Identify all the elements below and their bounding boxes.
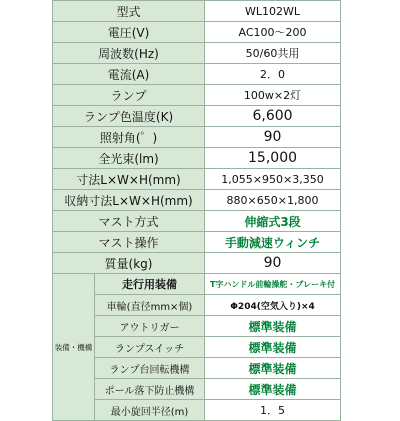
table-row [53,43,341,64]
row-value-lamp-switch: 標準装備 [205,337,341,358]
row-label-frequency: 周波数(Hz) [53,43,205,64]
table-row [53,190,341,211]
row-value-color-temperature: 6,600 [205,106,341,127]
row-label-storage-dimensions: 収納寸法L×W×H(mm) [53,190,205,211]
row-label-model: 型式 [53,1,205,22]
row-value-pole-fall-prevention: 標準装備 [205,379,341,400]
row-label-color-temperature: ランプ色温度(K) [53,106,205,127]
table-row [53,127,341,148]
row-label-dimensions: 寸法L×W×H(mm) [53,169,205,190]
row-value-beam-angle: 90 [205,127,341,148]
specification-table [52,0,341,421]
row-label-outrigger: アウトリガー [95,316,205,337]
row-value-travel-equipment: T字ハンドル前輪操舵・ブレーキ付 [205,274,341,295]
table-row [53,358,341,379]
row-label-lamp: ランプ [53,85,205,106]
row-value-mast-type: 伸縮式3段 [205,211,341,232]
row-label-mass: 質量(kg) [53,253,205,274]
row-value-outrigger: 標準装備 [205,316,341,337]
table-row [53,379,341,400]
equipment-group-label: 装備・機構 [53,274,95,421]
table-row [53,316,341,337]
row-label-voltage: 電圧(V) [53,22,205,43]
row-label-current: 電流(A) [53,64,205,85]
row-label-mast-type: マスト方式 [53,211,205,232]
table-row [53,400,341,421]
table-row [53,337,341,358]
row-label-luminous-flux: 全光束(lm) [53,148,205,169]
row-label-pole-fall-prevention: ポール落下防止機構 [95,379,205,400]
row-value-storage-dimensions: 880×650×1,800 [205,190,341,211]
row-value-mast-operation: 手動減速ウィンチ [205,232,341,253]
table-row [53,169,341,190]
row-value-lamp: 100w×2灯 [205,85,341,106]
table-row [53,64,341,85]
row-value-min-turning-radius: 1．5 [205,400,341,421]
table-row [53,1,341,22]
row-value-luminous-flux: 15,000 [205,148,341,169]
row-label-min-turning-radius: 最小旋回半径(m) [95,400,205,421]
row-value-mass: 90 [205,253,341,274]
row-value-frequency: 50/60共用 [205,43,341,64]
row-label-mast-operation: マスト操作 [53,232,205,253]
row-label-lamp-switch: ランプスイッチ [95,337,205,358]
row-label-beam-angle: 照射角(゜) [53,127,205,148]
table-row [53,211,341,232]
table-row [53,85,341,106]
row-value-current: 2．0 [205,64,341,85]
row-value-model: WL102WL [205,1,341,22]
row-value-lamp-rotation: 標準装備 [205,358,341,379]
row-value-voltage: AC100～200 [205,22,341,43]
table-row [53,253,341,274]
table-row [53,22,341,43]
row-label-lamp-rotation: ランプ台回転機構 [95,358,205,379]
spec-table [52,0,340,418]
row-value-dimensions: 1,055×950×3,350 [205,169,341,190]
table-row [53,232,341,253]
table-row [53,148,341,169]
table-row [53,274,341,295]
table-row [53,106,341,127]
row-label-wheels: 車輪(直径mm×個) [95,295,205,316]
row-label-travel-equipment: 走行用装備 [95,274,205,295]
row-value-wheels: Φ204(空気入り)×4 [205,295,341,316]
table-row [53,295,341,316]
